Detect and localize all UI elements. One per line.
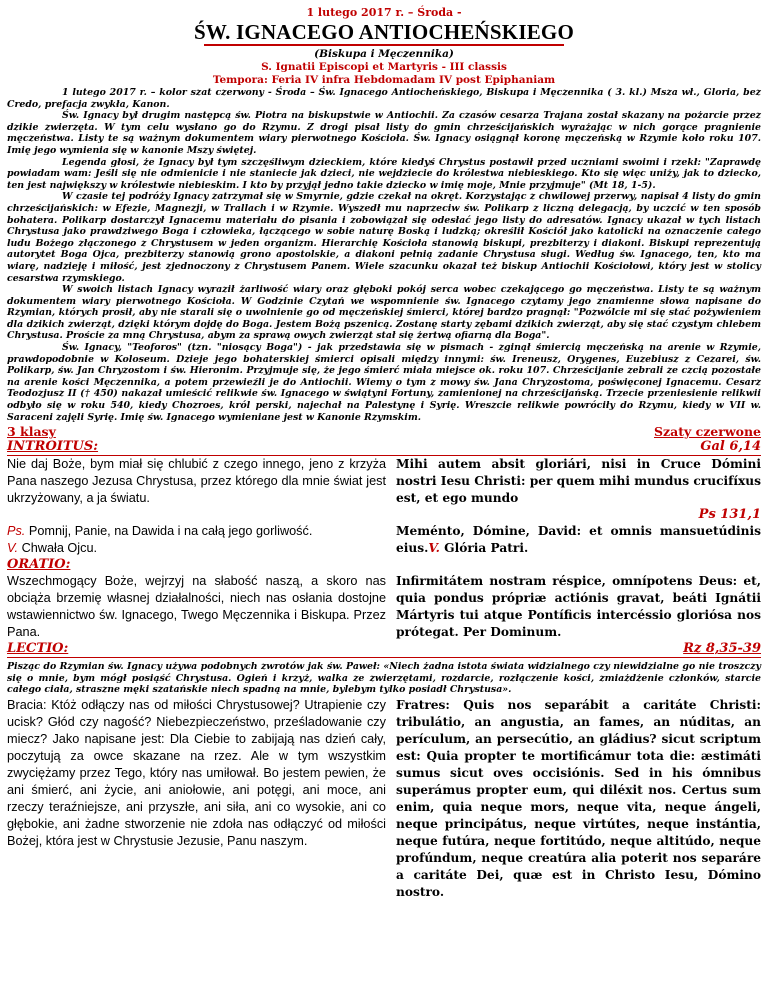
lectio-latin: Fratres: Quis nos separábit a caritáte Christi: tribulátio, an angustia, an fames, an núditas, an perículum, an persecútio, an gládius? sicut scriptum est: Quia propter te mortificámur tota die: æstimáti sumus sicut oves occisiónis. Sed in his ómnibus superámus propter eum, qui diléxit nos. Certus sum enim, quia neque mors, neque vita, neque ángeli, neque principátus, neque virtútes, neque instántia, neque futúra, neque fortitúdo, neque altitúdo, neque profúndum, neque creatúra alia poterit nos separáre a caritáte Dei, quæ est in Christo Iesu, Dómino nostro. bbox=[396, 698, 761, 899]
introitus-latin: Mihi autem absit gloriári, nisi in Cruce Dómini nostri Iesu Christi: per quem mihi mundus crucifíxus est, et ego mundo bbox=[396, 457, 761, 506]
introitus-columns bbox=[7, 456, 761, 507]
class-row bbox=[7, 424, 761, 439]
versicle-mark: V. bbox=[7, 541, 19, 556]
intro-paragraph: Św. Ignacy, "Teoforos" (tzn. "niosący Boga") - jak przedstawia się w pismach - zginął śmiercią męczeńską na arenie w Rzymie, prawdopodobnie w Koloseum. Dzieje jego bohaterskiej śmierci opisali między innymi: św. Ireneusz, Orygenes, Euzebiusz z Cezarei, św. Polikarp, św. Jan Chryzostom i św. Hieronim. Przyjmuje się, że jego śmierć miała miejsce ok. roku 107. Chrześcijanie zebrali ze czcią pozostałe na arenie kości Męczennika, a potem przewieźli je do Antiochii. Wiemy o tym z mowy św. Jana Chryzostoma, poświęconej Ignacemu. Cesarz Teodozjusz II († 450) nakazał umieścić relikwie św. Ignacego w świątyni Fortuny, zamienionej na chrześcijańską. Trzecie przeniesienie relikwii odbyło się w roku 540, kiedy Chozroes, król perski, najechał na Palestynę i Syrię. Wreszcie relikwie powróciły do Rzymu, kiedy w VII w. Saraceni zajęli Syrię. Imię św. Ignacego wymieniane jest w Kanonie Rzymskim. bbox=[7, 342, 761, 423]
lectio-columns bbox=[7, 697, 761, 901]
introitus-header bbox=[7, 439, 761, 456]
missal-page bbox=[7, 4, 761, 901]
lectio-header bbox=[7, 641, 761, 658]
subtitle-latin: S. Ignatii Episcopi et Martyris - III classis bbox=[261, 61, 507, 73]
versicle-mark-latin: V. bbox=[428, 541, 440, 556]
intro-paragraph: 1 lutego 2017 r. – kolor szat czerwony - Środa – Św. Ignacego Antiocheńskiego, Biskupa i Męczennika ( 3. kl.) Msza wł., Gloria, bez Credo, prefacja zwykła, Kanon. bbox=[7, 87, 761, 110]
oratio-header bbox=[7, 557, 761, 573]
oratio-latin: Infirmitátem nostram réspice, omnípotens Deus: et, quia pondus própriæ actiónis gravat, beáti Ignátii Mártyris tui atque Pontíficis intercéssio gloriósa nos prótegat. Per Dominum. bbox=[396, 574, 761, 640]
psalm-latin-text: Meménto, Dómine, David: et omnis mansuetúdinis eius. bbox=[396, 524, 761, 556]
introduction-text bbox=[7, 87, 761, 423]
psalm-mark: Ps. bbox=[7, 524, 26, 539]
intro-paragraph: Św. Ignacy był drugim następcą św. Piotra na biskupstwie w Antiochii. Za czasów cesarza Trajana został skazany na pożarcie przez dzikie zwierzęta. W tym celu wysłano go do Rzymu. Z drogi pisał listy do gmin chrześcijańskich wyrażając w nich gorące pragnienie męczeństwa. Listy te są ważnym dokumentem wiary pierwotnego Kościoła. Św. Ignacy osiągnął koronę męczeńską w Rzymie koło roku 107. Imię jego wymienia się w kanonie Mszy świętej. bbox=[7, 110, 761, 156]
intro-paragraph: Legenda głosi, że Ignacy był tym szczęśliwym dzieckiem, które kiedyś Chrystus postawił przed uczniami swoimi i rzekł: "Zaprawdę powiadam wam: Jeśli się nie odmienicie i nie staniecie jak dzieci, nie wejdziecie do królestwa niebieskiego. Kto się więc uniży, jak to dziecko, ten jest największy w królestwie niebieskim. I kto by przyjął jedno takie dziecko w imię moje, Mnie przyjmuje" (Mt 18, 1-5). bbox=[7, 156, 761, 191]
intro-paragraph: W swoich listach Ignacy wyraził żarliwość wiary oraz głęboki pokój serca wobec czekającego go męczeństwa. Listy te są ważnym dokumentem wiary pierwotnego Kościoła. W Godzinie Czytań we wspomnienie św. Ignacego czytamy jego znamienne słowa napisane do Rzymian, których prosił, aby nie starali się o uwolnienie go od męczeńskiej śmierci, której bardzo pragnął: "Pozwólcie mi się stać pożywieniem dla dzikich zwierząt, dzięki którym dojdę do Boga. Jestem Bożą pszenicą. Zostanę starty zębami dzikich zwierząt, aby się stać czystym chlebem Chrystusa. Proście za mną Chrystusa, abym za sprawą owych zwierząt stał się żertwą ofiarną dla Boga". bbox=[7, 284, 761, 342]
subtitle-polish: (Biskupa i Męczennika) bbox=[314, 48, 454, 60]
introitus-psalm-polish bbox=[7, 523, 386, 557]
oratio-label: ORATIO: bbox=[7, 557, 71, 573]
intro-paragraph: W czasie tej podróży Ignacy zatrzymał się w Smyrnie, gdzie czekał na okręt. Korzystając z chwilowej przerwy, napisał 4 listy do gmin chrześcijańskich: w Efezie, Magnezji, w Trallach i w Rzymie. Wyszedł mu naprzeciw św. Polikarp z liczną delegacją, by uczcić w ten sposób bohatera. Polikarp dostarczył Ignacemu materiału do pisania i zobowiązał się odesłać jego listy do adresatów. Ignacy ukazał w tych listach Chrystusa jako prawdziwego Boga i człowieka, łączącego w sobie naturę Boską i ludzką; określił Kościół jako katolicki na oznaczenie całego ludu Bożego złączonego z Chrystusem w jeden organizm. Hierarchię Kościoła stanowią biskupi, prezbiterzy i diakoni. Biskupi reprezentują autorytet Boga Ojca, prezbiterzy stanowią grono apostolskie, a diakoni pełnią zadanie Chrystusa sługi. Według św. Ignacego, ten, kto ma wiarę, nadzieję i miłość, jest zjednoczony z Chrystusem Panem. Wiele szacunku okazał też biskup Antiochii Kościołowi, który jest w stolicy cesarstwa rzymskiego. bbox=[7, 191, 761, 284]
introitus-psalm-columns bbox=[7, 523, 761, 557]
oratio-columns bbox=[7, 573, 761, 641]
gloria-latin-text: Glória Patri. bbox=[439, 541, 529, 556]
introitus-psalm-latin bbox=[396, 523, 761, 557]
lectio-ref: Rz 8,35-39 bbox=[683, 641, 761, 657]
title-underline bbox=[204, 44, 564, 46]
page-title: ŚW. IGNACEGO ANTIOCHEŃSKIEGO bbox=[193, 20, 574, 44]
date-line: 1 lutego 2017 r. – Środa - bbox=[306, 6, 462, 19]
introitus-polish: Nie daj Boże, bym miał się chlubić z czego innego, jeno z krzyża Pana naszego Jezusa Chrystusa, przez którego dla mnie świat jest ukrzyżowany, a ja światu. bbox=[7, 457, 386, 506]
tempora-line: Tempora: Feria IV infra Hebdomadam IV post Epiphaniam bbox=[212, 74, 556, 86]
psalm-text: Pomnij, Panie, na Dawida i na całą jego gorliwość. bbox=[25, 524, 313, 539]
vestments-color: Szaty czerwone bbox=[653, 424, 761, 440]
lectio-note: Pisząc do Rzymian św. Ignacy używa podobnych zwrotów jak św. Paweł: «Niech żadna istota świata widzialnego czy niewidzialne go nie troszczy się o mnie, bym mógł posiąść Chrystusa. Ogień i krzyż, walka ze zwierzętami, rozdarcie, rozłączenie kości, zmiażdżenie członków, starcie całego ciała, straszne męki szatańskie niech spadną na mnie, bylebym tylko posiadł Chrystusa». bbox=[7, 661, 761, 696]
introitus-label: INTROITUS: bbox=[7, 439, 99, 455]
lectio-polish: Bracia: Któż odłączy nas od miłości Chrystusowej? Utrapienie czy ucisk? Głód czy nagość? Niebezpieczeństwo, prześladowanie czy miecz? Jako napisane jest: Dla Ciebie to zabijają nas dzień cały, poczytują za owce skazane na rzez. Ale w tym wszystkim zwyciężamy przez Tego, który nas umiłował. Bo jestem pewien, że ani śmierć, ani życie, ani aniołowie, ani potęgi, ani moce, ani rzeczy teraźniejsze, ani przyszłe, ani siła, ani co wysokie, ani co głębokie, ani żadne stworzenie nie zdoła nas odłączyć od miłości Bożej, która jest w Chrystusie Jezusie, Panu naszym. bbox=[7, 698, 386, 848]
introitus-ref-1: Gal 6,14 bbox=[700, 439, 761, 455]
oratio-polish: Wszechmogący Boże, wejrzyj na słabość naszą, a skoro nas obciąża brzemię własnej działalności, niech nas osłania dostojne wstawiennictwo św. Ignacego, Twego Męczennika i Biskupa. Przez Pana. bbox=[7, 574, 386, 640]
class-label: 3 klasy bbox=[7, 424, 56, 440]
lectio-label: LECTIO: bbox=[7, 641, 69, 657]
gloria-text: Chwała Ojcu. bbox=[18, 541, 98, 556]
introitus-ref-2: Ps 131,1 bbox=[698, 507, 761, 523]
